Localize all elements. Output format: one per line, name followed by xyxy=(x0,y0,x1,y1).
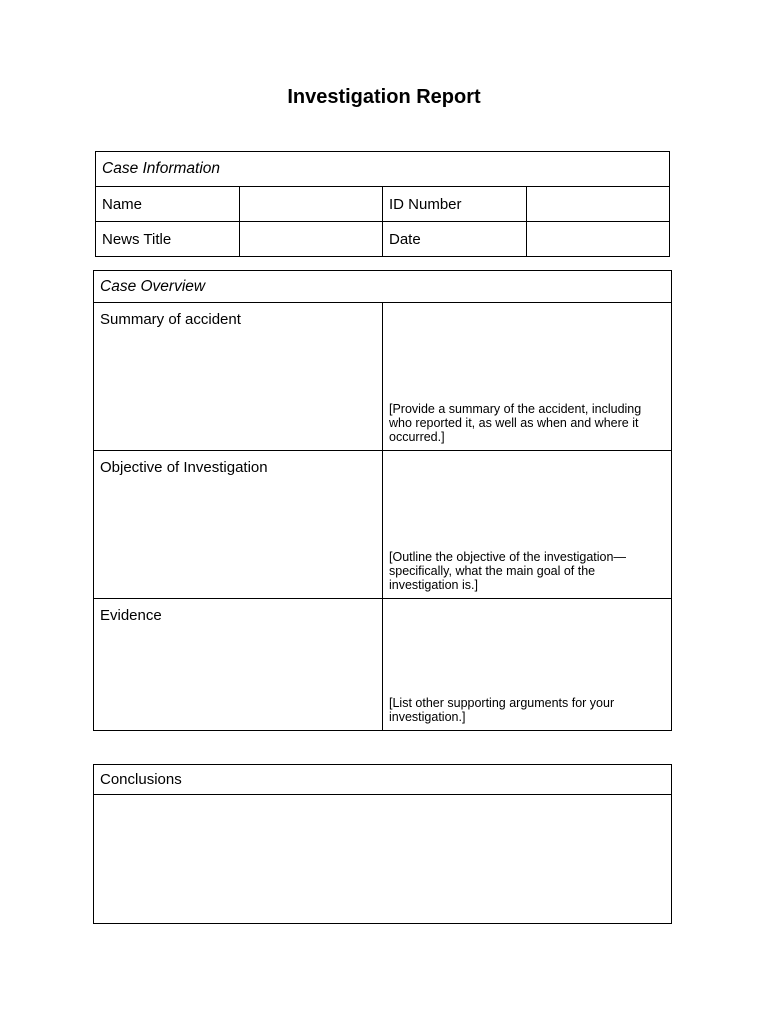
objective-of-investigation-field[interactable]: [Outline the objective of the investigation—specifically, what the main goal of the investigation is.] xyxy=(383,451,672,599)
id-number-field[interactable] xyxy=(526,187,670,222)
summary-of-accident-label: Summary of accident xyxy=(94,303,383,451)
case-information-table xyxy=(95,151,670,257)
case-overview-table xyxy=(93,270,672,731)
date-field[interactable] xyxy=(526,222,670,257)
page-title: Investigation Report xyxy=(287,86,481,108)
case-overview-heading: Case Overview xyxy=(94,271,672,303)
summary-of-accident-field[interactable]: [Provide a summary of the accident, including who reported it, as well as when and where it occurred.] xyxy=(383,303,672,451)
conclusions-heading: Conclusions xyxy=(94,765,672,795)
date-label: Date xyxy=(383,222,527,257)
conclusions-field[interactable] xyxy=(94,795,672,924)
name-label: Name xyxy=(96,187,240,222)
id-number-label: ID Number xyxy=(383,187,527,222)
objective-of-investigation-label: Objective of Investigation xyxy=(94,451,383,599)
evidence-field[interactable]: [List other supporting arguments for your investigation.] xyxy=(383,599,672,731)
news-title-field[interactable] xyxy=(239,222,383,257)
evidence-label: Evidence xyxy=(94,599,383,731)
conclusions-table xyxy=(93,764,672,924)
news-title-label: News Title xyxy=(96,222,240,257)
name-field[interactable] xyxy=(239,187,383,222)
case-information-heading: Case Information xyxy=(96,152,670,187)
